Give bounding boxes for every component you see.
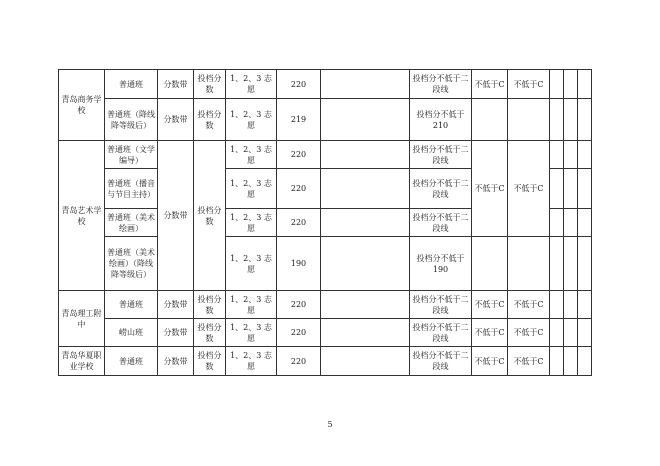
school-name-cell: 青岛商务学校: [59, 70, 105, 141]
empty-cell: [472, 99, 508, 141]
empty-cell: [550, 169, 564, 209]
empty-cell: [321, 99, 410, 141]
class-type-cell: 普通班（播音与节目主持）: [105, 169, 158, 209]
method-cell: 分数带: [158, 141, 194, 291]
choices-cell: 1、2、3 志愿: [226, 209, 277, 237]
criterion-cell: 投档分不低于190: [410, 237, 472, 291]
choices-cell: 1、2、3 志愿: [226, 319, 277, 347]
empty-cell: [578, 169, 592, 209]
empty-cell: [578, 319, 592, 347]
empty-cell: [321, 291, 410, 319]
class-type-cell: 普通班: [105, 70, 158, 99]
criterion-cell: 投档分不低于二段线: [410, 70, 472, 99]
class-type-cell: 普通班（美术绘画）: [105, 209, 158, 237]
empty-cell: [578, 291, 592, 319]
school-name-cell: 青岛理工附中: [59, 291, 105, 347]
empty-cell: [578, 99, 592, 141]
class-type-cell: 普通班（美术绘画）（降线降等级后）: [105, 237, 158, 291]
empty-cell: [321, 169, 410, 209]
empty-cell: [550, 237, 564, 291]
criterion-cell: 投档分不低于二段线: [410, 209, 472, 237]
class-type-cell: 普通班（降线降等级后）: [105, 99, 158, 141]
table-row: [59, 347, 592, 376]
empty-cell: [550, 141, 564, 169]
weight-cell: 投档分数: [194, 319, 226, 347]
empty-cell: [550, 319, 564, 347]
choices-cell: 1、2、3 志愿: [226, 141, 277, 169]
table-row: [59, 319, 592, 347]
choices-cell: 1、2、3 志愿: [226, 99, 277, 141]
empty-cell: [564, 237, 578, 291]
empty-cell: [472, 237, 508, 291]
choices-cell: 1、2、3 志愿: [226, 237, 277, 291]
empty-cell: [550, 291, 564, 319]
weight-cell: 投档分数: [194, 70, 226, 99]
weight-cell: 投档分数: [194, 347, 226, 376]
empty-cell: [578, 209, 592, 237]
score-cell: 220: [277, 141, 321, 169]
grade-a-cell: 不低于C: [472, 347, 508, 376]
empty-cell: [321, 319, 410, 347]
method-cell: 分数带: [158, 99, 194, 141]
empty-cell: [578, 237, 592, 291]
table-row: [59, 70, 592, 99]
empty-cell: [321, 209, 410, 237]
class-type-cell: 崂山班: [105, 319, 158, 347]
empty-cell: [550, 347, 564, 376]
empty-cell: [508, 99, 550, 141]
grade-a-cell: 不低于C: [472, 291, 508, 319]
score-cell: 219: [277, 99, 321, 141]
choices-cell: 1、2、3 志愿: [226, 70, 277, 99]
grade-a-cell: 不低于C: [472, 70, 508, 99]
weight-cell: 投档分数: [194, 291, 226, 319]
empty-cell: [578, 141, 592, 169]
empty-cell: [564, 99, 578, 141]
grade-b-cell: 不低于C: [508, 141, 550, 237]
admission-table: [58, 69, 592, 376]
page-number: 5: [327, 420, 333, 429]
table-row: [59, 141, 592, 169]
empty-cell: [564, 70, 578, 99]
score-cell: 220: [277, 347, 321, 376]
weight-cell: 投档分数: [194, 99, 226, 141]
method-cell: 分数带: [158, 70, 194, 99]
empty-cell: [550, 70, 564, 99]
empty-cell: [321, 347, 410, 376]
empty-cell: [578, 347, 592, 376]
score-cell: 220: [277, 169, 321, 209]
choices-cell: 1、2、3 志愿: [226, 291, 277, 319]
score-cell: 220: [277, 70, 321, 99]
criterion-cell: 投档分不低于二段线: [410, 291, 472, 319]
empty-cell: [508, 237, 550, 291]
choices-cell: 1、2、3 志愿: [226, 169, 277, 209]
class-type-cell: 普通班（文学编导）: [105, 141, 158, 169]
method-cell: 分数带: [158, 319, 194, 347]
class-type-cell: 普通班: [105, 347, 158, 376]
empty-cell: [321, 237, 410, 291]
method-cell: 分数带: [158, 347, 194, 376]
empty-cell: [564, 319, 578, 347]
empty-cell: [564, 209, 578, 237]
class-type-cell: 普通班: [105, 291, 158, 319]
score-cell: 220: [277, 209, 321, 237]
grade-b-cell: 不低于C: [508, 319, 550, 347]
choices-cell: 1、2、3 志愿: [226, 347, 277, 376]
table-row: [59, 237, 592, 291]
empty-cell: [550, 99, 564, 141]
grade-a-cell: 不低于C: [472, 141, 508, 237]
criterion-cell: 投档分不低于二段线: [410, 319, 472, 347]
weight-cell: 投档分数: [194, 141, 226, 291]
criterion-cell: 投档分不低于210: [410, 99, 472, 141]
grade-b-cell: 不低于C: [508, 347, 550, 376]
method-cell: 分数带: [158, 291, 194, 319]
table-row: [59, 291, 592, 319]
criterion-cell: 投档分不低于二段线: [410, 169, 472, 209]
grade-a-cell: 不低于C: [472, 319, 508, 347]
table-row: [59, 99, 592, 141]
criterion-cell: 投档分不低于二段线: [410, 347, 472, 376]
empty-cell: [564, 141, 578, 169]
school-name-cell: 青岛艺术学校: [59, 141, 105, 291]
school-name-cell: 青岛华夏职业学校: [59, 347, 105, 376]
score-cell: 190: [277, 237, 321, 291]
grade-b-cell: 不低于C: [508, 291, 550, 319]
empty-cell: [578, 70, 592, 99]
empty-cell: [564, 169, 578, 209]
grade-b-cell: 不低于C: [508, 70, 550, 99]
empty-cell: [321, 141, 410, 169]
empty-cell: [564, 347, 578, 376]
score-cell: 220: [277, 291, 321, 319]
empty-cell: [550, 209, 564, 237]
score-cell: 220: [277, 319, 321, 347]
empty-cell: [321, 70, 410, 99]
empty-cell: [564, 291, 578, 319]
criterion-cell: 投档分不低于二段线: [410, 141, 472, 169]
